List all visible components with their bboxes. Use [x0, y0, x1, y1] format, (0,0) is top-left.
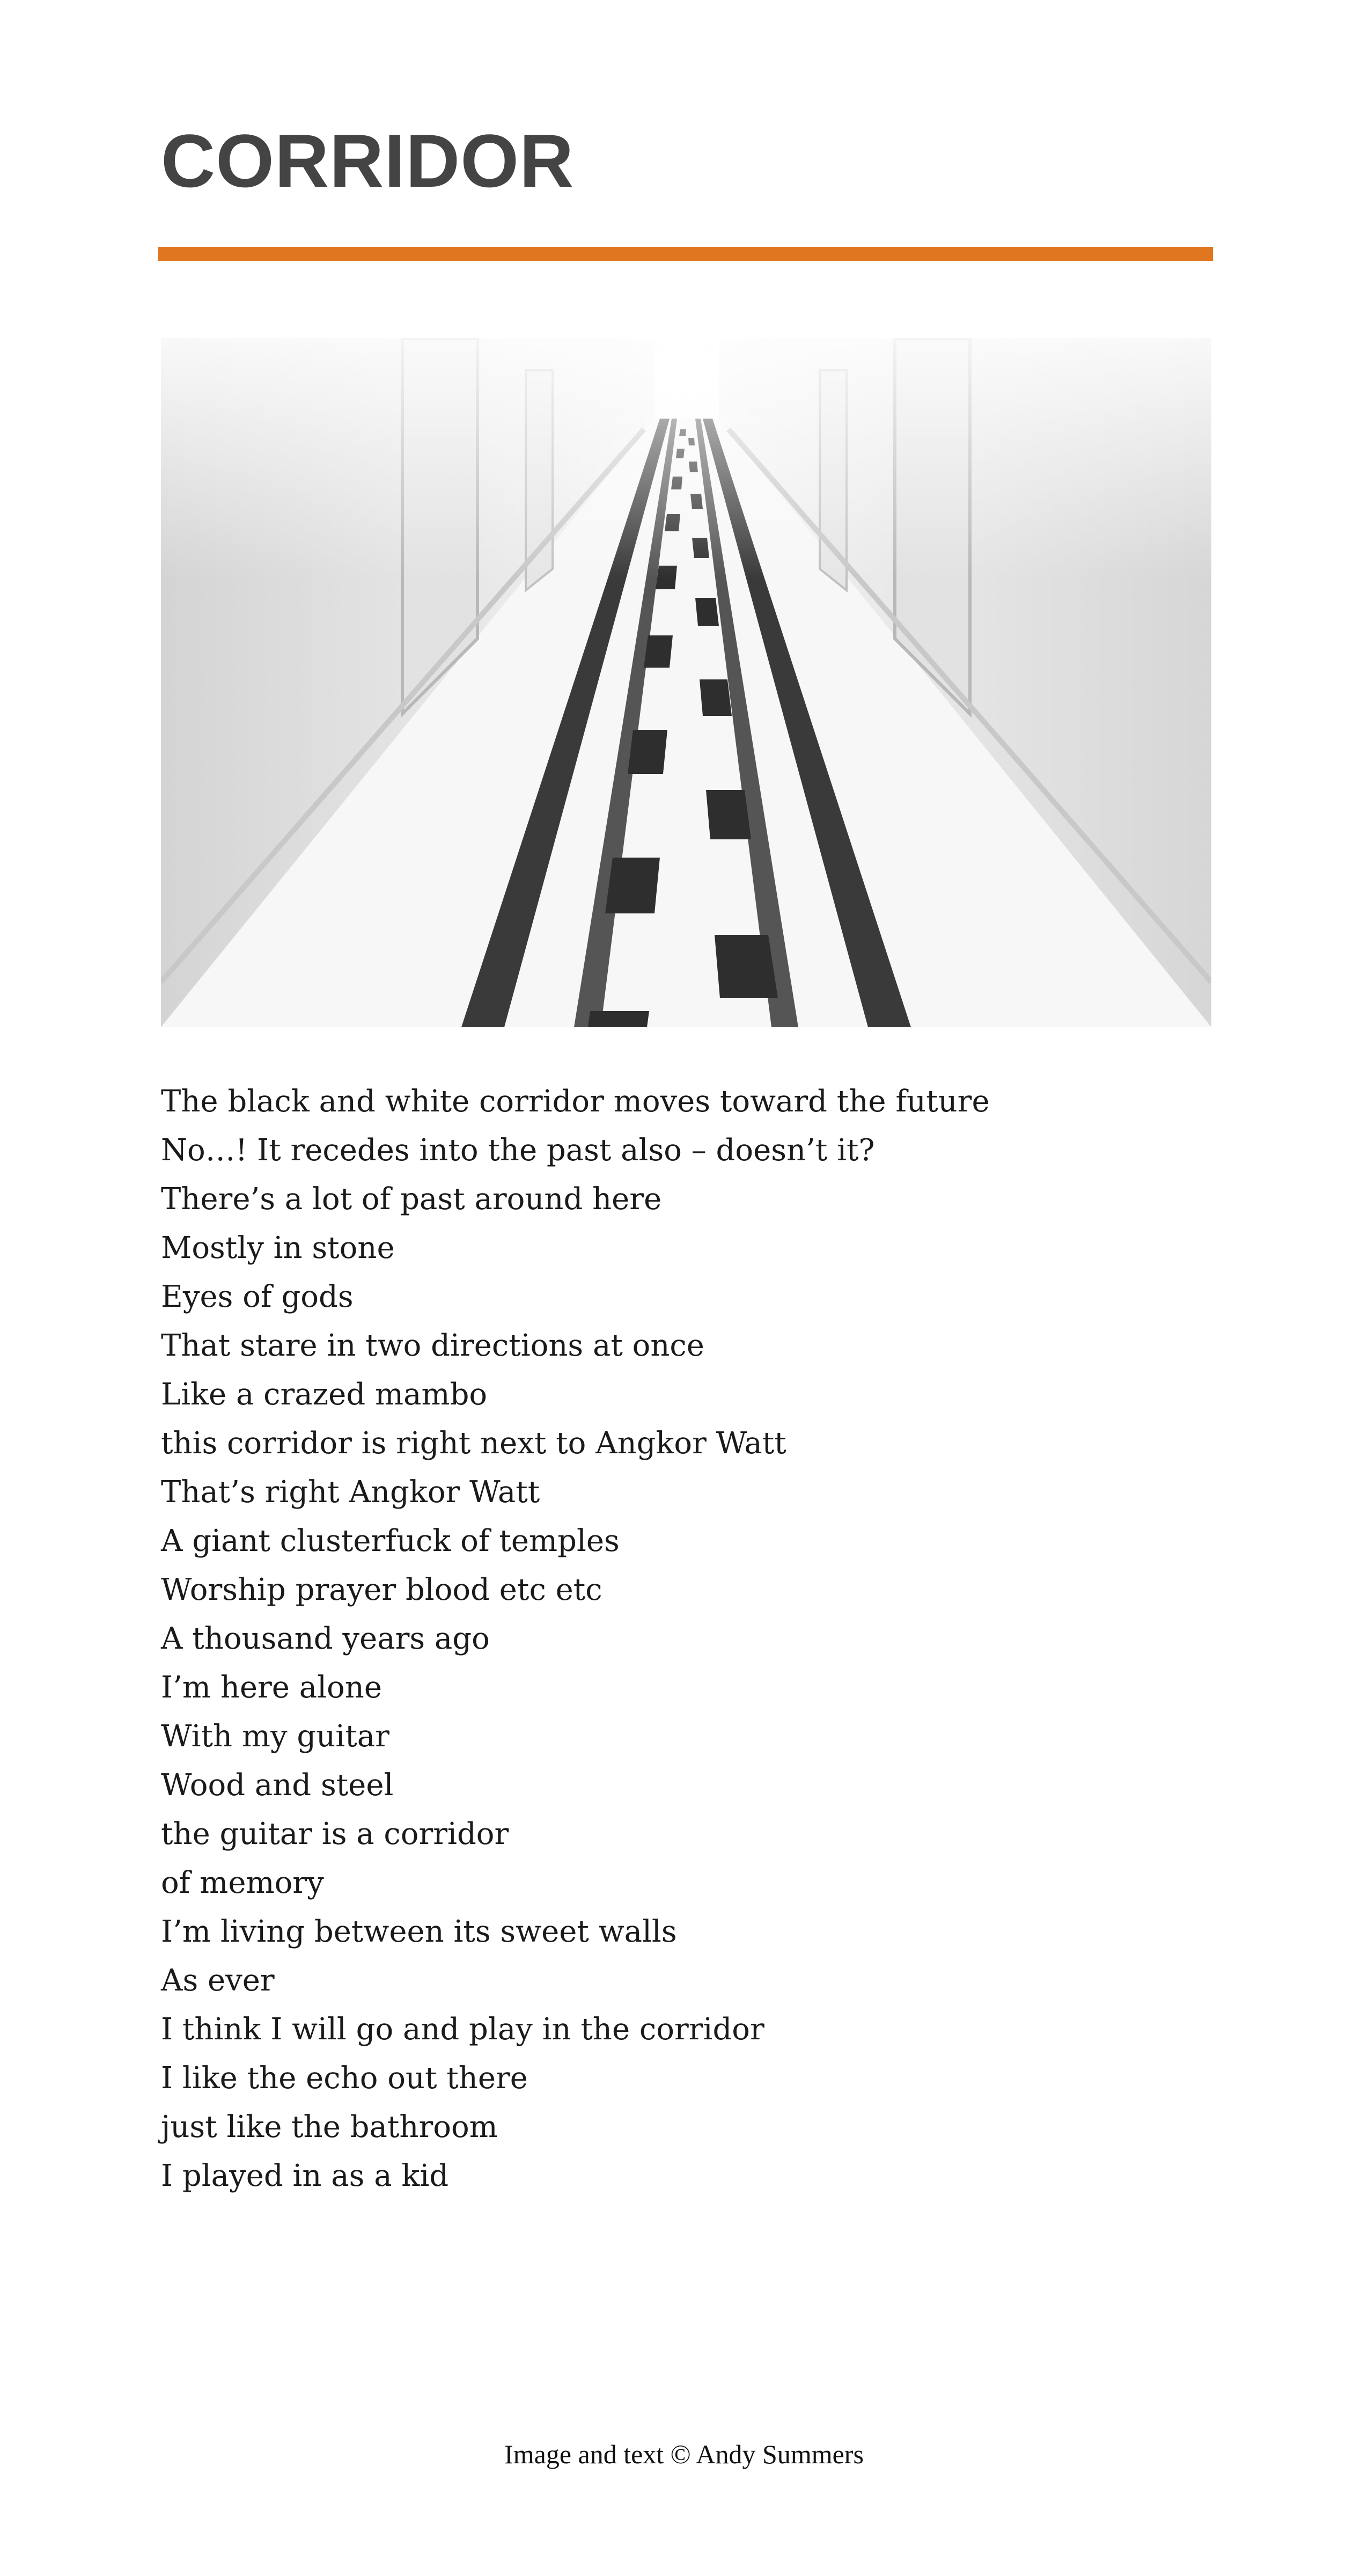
poem-line: No…! It recedes into the past also – doesn’t it? [161, 1133, 875, 1168]
poem-line: A giant clusterfuck of temples [161, 1524, 620, 1558]
poem-line: of memory [161, 1865, 324, 1900]
poem-line: just like the bathroom [161, 2110, 498, 2145]
poem-line: That’s right Angkor Watt [161, 1475, 540, 1510]
poem-line: There’s a lot of past around here [161, 1182, 662, 1217]
poem-line: That stare in two directions at once [161, 1328, 704, 1363]
poem-line: Worship prayer blood etc etc [161, 1572, 602, 1607]
poem-line: I’m here alone [161, 1670, 382, 1705]
poem-line: the guitar is a corridor [161, 1817, 509, 1851]
poem-line: With my guitar [161, 1719, 389, 1754]
poem-line: Wood and steel [161, 1768, 394, 1803]
page-title: CORRIDOR [161, 119, 575, 203]
corridor-photo [161, 338, 1211, 1027]
poem-line: Like a crazed mambo [161, 1377, 488, 1412]
poem-line: I’m living between its sweet walls [161, 1914, 677, 1949]
corridor-photo-illustration [161, 338, 1211, 1027]
poem-line: As ever [161, 1963, 275, 1998]
poem-line: I like the echo out there [161, 2061, 528, 2096]
poem-line: this corridor is right next to Angkor Watt [161, 1426, 786, 1461]
poem-line: I think I will go and play in the corridor [161, 2012, 764, 2047]
title-divider [158, 247, 1213, 261]
poem-line: Eyes of gods [161, 1279, 354, 1314]
image-credit: Image and text © Andy Summers [504, 2439, 864, 2469]
poem-line: I played in as a kid [161, 2158, 449, 2193]
poem-line: A thousand years ago [161, 1621, 490, 1656]
poem-line: Mostly in stone [161, 1231, 395, 1265]
poem-line: The black and white corridor moves toward the future [161, 1084, 990, 1119]
poem-text [161, 1077, 1207, 2200]
